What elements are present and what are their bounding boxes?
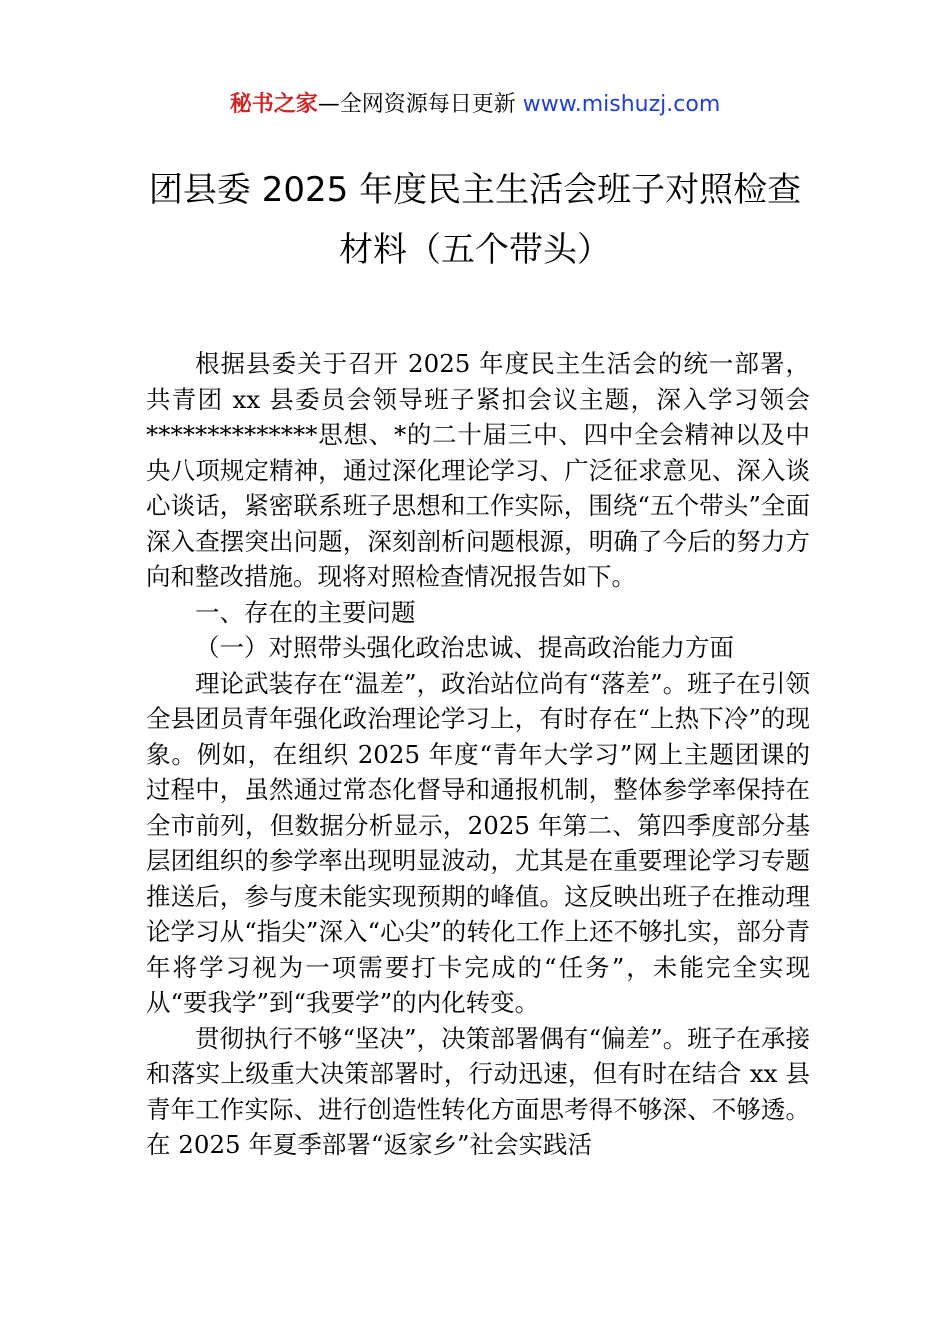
body-paragraph: 贯彻执行不够“坚决”，决策部署偶有“偏差”。班子在承接和落实上级重大决策部署时，行动迅速，但有时在结合 xx 县青年工作实际、进行创造性转化方面思考得不够深、不够透。在 2025 年夏季部署“返家乡”社会实践活 [146, 1023, 810, 1159]
intro-paragraph: 根据县委关于召开 2025 年度民主生活会的统一部署，共青团 xx 县委员会领导班子紧扣会议主题，深入学习领会**************思想、*的二十届三中、四中全会精神以及中央八项规定精神，通过深化理论学习、广泛征求意见、深入谈心谈话，紧密联系班子思想和工作实际，围绕“五个带头”全面深入查摆突出问题，深刻剖析问题根源，明确了今后的努力方向和整改措施。现将对照检查情况报告如下。 [146, 349, 810, 591]
site-tagline: —全网资源每日更新 [317, 92, 523, 117]
site-url-link[interactable]: www.mishuzj.com [522, 92, 721, 117]
subsection-heading: （一）对照带头强化政治忠诚、提高政治能力方面 [195, 633, 734, 662]
site-header [0, 88, 950, 122]
section-heading: 一、存在的主要问题 [195, 597, 416, 627]
document-title [110, 160, 840, 280]
title-line-2: 材料（五个带头） [339, 230, 611, 270]
title-line-1: 团县委 2025 年度民主生活会班子对照检查 [148, 170, 802, 210]
document-body [146, 346, 810, 1163]
body-paragraph: 理论武装存在“温差”，政治站位尚有“落差”。班子在引领全县团员青年强化政治理论学习上，有时存在“上热下冷”的现象。例如，在组织 2025 年度“青年大学习”网上主题团课的过程中，虽然通过常态化督导和通报机制，整体参学率保持在全市前列，但数据分析显示，2025 年第二、第四季度部分基层团组织的参学率出现明显波动，尤其是在重要理论学习专题推送后，参与度未能实现预期的峰值。这反映出班子在推动理论学习从“指尖”深入“心尖”的转化工作上还不够扎实，部分青年将学习视为一项需要打卡完成的“任务”，未能完全实现从“要我学”到“我要学”的内化转变。 [146, 668, 810, 1017]
site-brand: 秘书之家 [229, 92, 318, 117]
